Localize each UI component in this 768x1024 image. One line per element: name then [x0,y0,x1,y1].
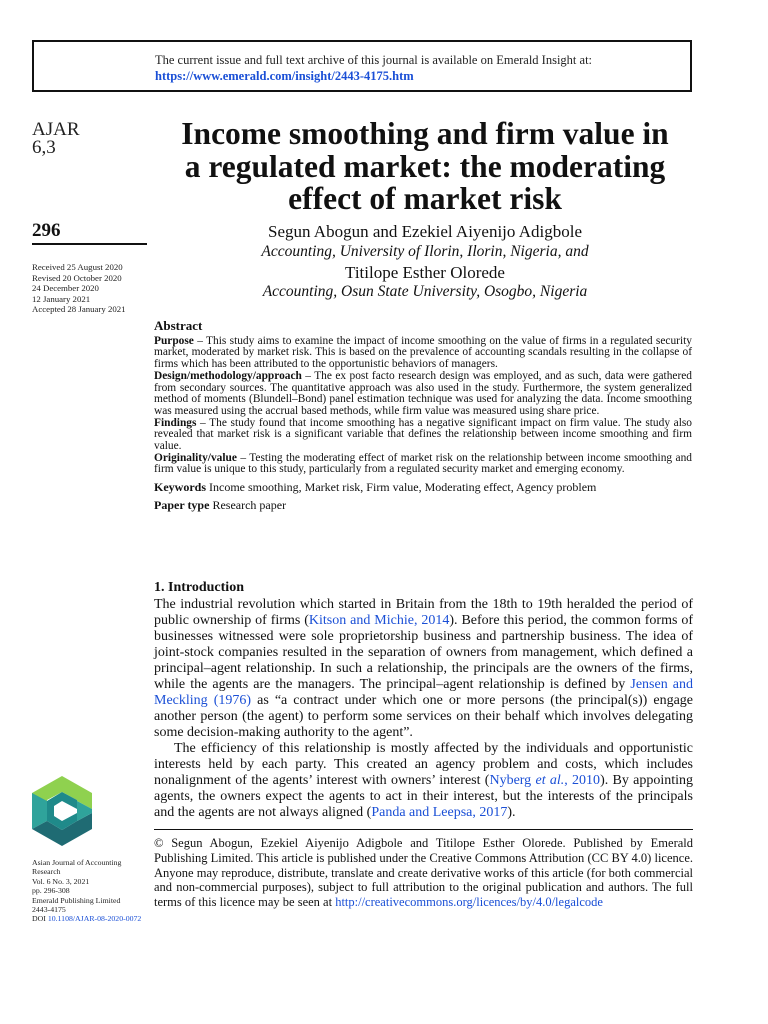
page-number: 296 [32,220,61,241]
authors-line-1: Segun Abogun and Ezekiel Aiyenijo Adigbole [268,222,582,241]
date-line: Accepted 28 January 2021 [32,304,126,315]
journal-banner [32,40,692,92]
body-text: The industrial revolution which started in Britain from the 18th to 19th heralded the period of public ownership of firms ( [154,597,693,628]
title-line: a regulated market: the moderating [184,148,666,184]
journal-url-link[interactable]: https://www.emerald.com/insight/2443-4175.htm [155,69,414,83]
design-text: – The ex post facto research design was employed, and as such, data were gathered from secondary sources. The quantitative approach was also used in the study. Furthermore, the system generalized method of moments (Blundell–Bond) panel estimation technique was used for analyzing the data. Income smoothing was measured using the accrual based methods, while firm value was measured using share price. [154,369,692,417]
purpose-text: – This study aims to examine the impact of income smoothing on the value of firms in a regulated security market, moderated by market risk. This is based on the prevalence of accounting scandals resulting in the collapse of firms which has been attributed to the opportunistic behaviors of managers. [154,334,692,371]
footnote-rule [154,829,693,830]
affiliation-line-2: Accounting, Osun State University, Osogbo, Nigeria [262,283,588,300]
doi-link[interactable]: 10.1108/AJAR-08-2020-0072 [47,914,142,924]
body-text: ). [507,805,516,820]
abstract-design [154,371,692,418]
citation-part: Nyberg [489,773,536,788]
design-label: Design/methodology/approach [154,369,302,382]
originality-text: – Testing the moderating effect of market risk on the relationship between income smoothing and firm value is unique to this study, particularly from a regulated security market and emerging economy. [154,451,692,476]
paper-type-label: Paper type [154,498,210,513]
abstract-purpose [154,336,692,371]
affiliation-line-1: Accounting, University of Ilorin, Ilorin, Nigeria, and [261,243,589,260]
body-text: ). By appointing agents, the owners expect the agents to act in their interest, but the interests of the principals and the agents are not always aligned ( [154,773,694,820]
section-heading: 1. Introduction [154,580,244,595]
citation-link[interactable]: Panda and Leepsa, 2017 [371,805,508,820]
journal-doi [32,914,147,923]
authors-line-2: Titilope Esther Olorede [345,263,505,282]
abstract [154,320,692,512]
citation-link[interactable]: Jensen and Meckling (1976) [154,677,694,708]
journal-volume: 6,3 [32,137,56,158]
abstract-findings [154,418,692,453]
citation-link[interactable] [489,773,600,788]
banner-text: The current issue and full text archive of this journal is available on Emerald Insight at: [155,53,593,67]
citation-part: , 2010 [564,773,601,788]
journal-name: Asian Journal of Accounting Research [32,858,122,877]
received-dates [32,262,147,315]
intro-paragraph [154,597,693,741]
originality-label: Originality/value [154,451,237,464]
abstract-heading: Abstract [154,318,203,333]
journal-publisher: Emerald Publishing Limited [32,895,121,905]
title-line: effect of market risk [288,181,562,216]
journal-abbrev: AJAR [32,119,80,140]
title-line: Income smoothing and firm value in [181,116,669,151]
date-line: 24 December 2020 [32,283,99,294]
date-line: Revised 20 October 2020 [32,272,122,283]
page-number-rule [32,243,147,245]
purpose-label: Purpose [154,334,194,347]
paper-type-text: Research paper [209,498,287,513]
body-text: as “a contract under which one or more persons (the principal(s)) engage another person (the agent) to perform some services on their behalf which involves delegating some decision-making authority to the agent”. [154,693,694,740]
intro-body [154,597,693,821]
abstract-originality [154,453,692,476]
citation-link[interactable]: Kitson and Michie, 2014 [308,613,450,628]
journal-volume-info: Vol. 6 No. 3, 2021 [32,876,90,886]
journal-logo-icon [32,776,92,846]
body-text: ). Before this period, the common forms of businesses witnessed were sole proprietorship business and partnership business. The idea of joint-stock companies resulted in the separation of owners from management, which defined a principal–agent relationship. In such a relationship, the principals are the owners of the firms, while the agents are the managers. The principal–agent relationship is defined by [154,613,693,692]
date-line: Received 25 August 2020 [32,262,123,272]
license-link[interactable]: http://creativecommons.org/licences/by/4.0/legalcode [335,895,603,910]
body-text: The efficiency of this relationship is mostly affected by the individuals and opportunistic interests held by each party. This created an agency problem and costs, which includes nonalignment of the agents’ interest with owners’ interest ( [154,741,693,788]
license-footnote [154,836,693,910]
keywords-label: Keywords [154,480,206,495]
journal-info [32,858,147,924]
journal-issn: 2443-4175 [32,905,66,915]
findings-label: Findings [154,416,197,429]
abstract-keywords [154,481,692,494]
journal-pages: pp. 296-308 [32,886,70,896]
intro-paragraph [154,741,693,821]
abstract-paper-type [154,499,692,512]
citation-part: et al. [535,773,565,788]
journal-code [32,121,147,157]
findings-text: – The study found that income smoothing has a negative significant impact on firm value. The study also revealed that market risk is a significant variable that defines the relationship between income smoothing and firm value. [154,416,692,453]
keywords-text: Income smoothing, Market risk, Firm value, Moderating effect, Agency problem [206,480,597,495]
paper-title [150,118,700,216]
date-line: 12 January 2021 [32,293,91,304]
doi-label: DOI [32,914,46,924]
license-text: © Segun Abogun, Ezekiel Aiyenijo Adigbole and Titilope Esther Olorede. Published by Emerald Publishing Limited. This article is published under the Creative Commons Attribution (CC BY 4.0) licence. Anyone may reproduce, distribute, translate and create derivative works of this article (for both commercial and non-commercial purposes), subject to full attribution to the original publication and authors. The full terms of this licence may be seen at [154,836,693,910]
